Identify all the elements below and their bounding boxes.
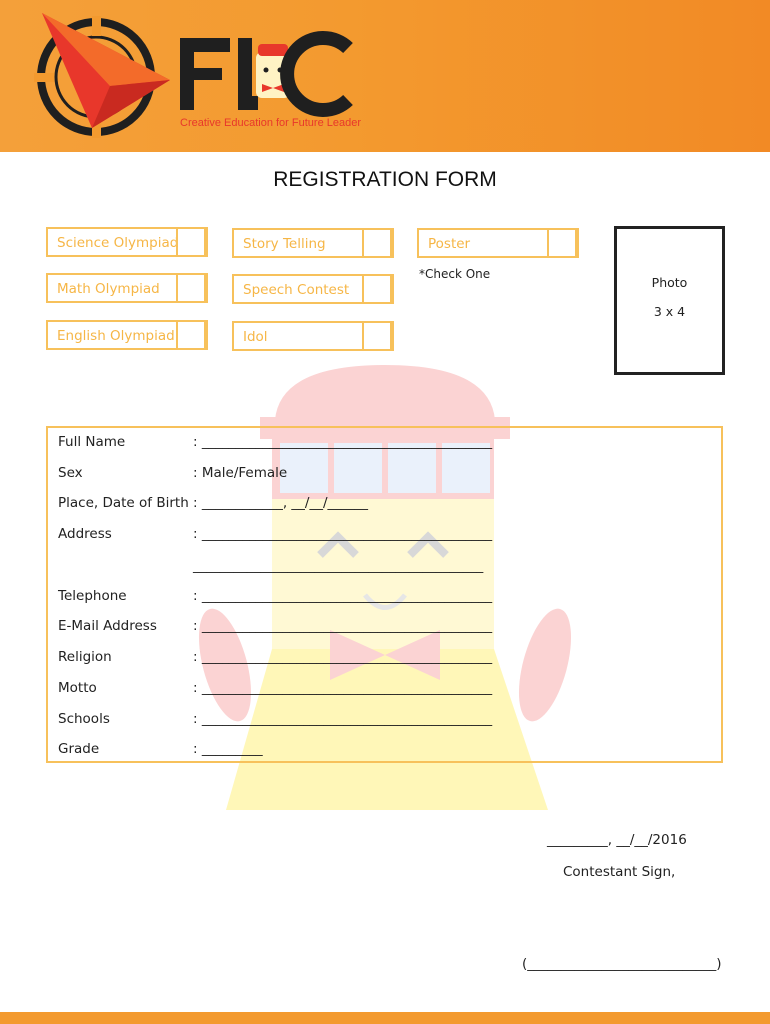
field-telephone (58, 588, 698, 608)
checkbox[interactable] (547, 228, 577, 258)
field-label: Schools (58, 711, 110, 727)
field-label: Religion (58, 649, 112, 665)
field-label: Telephone (58, 588, 127, 604)
checkbox[interactable] (176, 273, 206, 303)
field-line[interactable]: : ___________________________________________ (193, 588, 493, 604)
field-label: Full Name (58, 434, 126, 450)
option-story-telling (232, 228, 394, 258)
option-label: Science Olympiad (57, 235, 179, 251)
field-line[interactable]: : Male/Female (193, 465, 288, 481)
field-line[interactable]: : ___________________________________________ (193, 680, 493, 696)
photo-box (614, 226, 725, 375)
field-full-name (58, 434, 698, 454)
field-label: Place, Date of Birth (58, 495, 189, 511)
option-label: Math Olympiad (57, 281, 160, 297)
signature-caption: Contestant Sign, (563, 864, 676, 880)
checkbox[interactable] (176, 320, 206, 350)
personal-data-box (46, 426, 723, 763)
option-label: English Olympiad (57, 328, 175, 344)
field-place-date-of-birth (58, 495, 698, 515)
field-line[interactable]: ___________________________________________ (193, 558, 484, 574)
field-address (58, 526, 698, 546)
photo-size: 3 x 4 (653, 304, 686, 319)
field-line[interactable]: : _________ (193, 741, 263, 757)
field-address-line-2 (58, 558, 698, 578)
checkbox[interactable] (362, 274, 392, 304)
field-label: Grade (58, 741, 100, 757)
field-label: E-Mail Address (58, 618, 157, 634)
signature-date-line[interactable]: _________, __/__/2016 (547, 832, 687, 848)
option-english-olympiad (46, 320, 208, 350)
signature-name-line[interactable]: (____________________________) (522, 956, 722, 972)
field-schools (58, 711, 698, 731)
field-label: Motto (58, 680, 97, 696)
checkbox[interactable] (362, 228, 392, 258)
field-line[interactable]: : ___________________________________________ (193, 434, 493, 450)
option-speech-contest (232, 274, 394, 304)
option-poster (417, 228, 579, 258)
field-label: Sex (58, 465, 83, 481)
option-label: Idol (243, 329, 268, 345)
option-label: Speech Contest (243, 282, 350, 298)
field-email-address (58, 618, 698, 638)
photo-label: Photo (651, 275, 688, 290)
form-title: REGISTRATION FORM (273, 168, 497, 191)
field-motto (58, 680, 698, 700)
field-line[interactable]: : ___________________________________________ (193, 618, 493, 634)
option-label: Poster (428, 236, 471, 252)
checkbox[interactable] (176, 227, 206, 257)
field-line[interactable]: : ___________________________________________ (193, 649, 493, 665)
footer-bar (0, 1012, 770, 1024)
field-sex (58, 465, 698, 485)
field-religion (58, 649, 698, 669)
field-line[interactable]: : ___________________________________________ (193, 526, 493, 542)
option-label: Story Telling (243, 236, 326, 252)
checkbox[interactable] (362, 321, 392, 351)
field-grade (58, 741, 698, 761)
field-line[interactable]: : ___________________________________________ (193, 711, 493, 727)
option-math-olympiad (46, 273, 208, 303)
flc-logo (30, 8, 370, 143)
check-one-note: *Check One (419, 267, 491, 281)
option-idol (232, 321, 394, 351)
option-science-olympiad (46, 227, 208, 257)
field-label: Address (58, 526, 112, 542)
field-line[interactable]: : ____________, __/__/______ (193, 495, 369, 511)
logo-tagline: Creative Education for Future Leader (180, 117, 361, 129)
